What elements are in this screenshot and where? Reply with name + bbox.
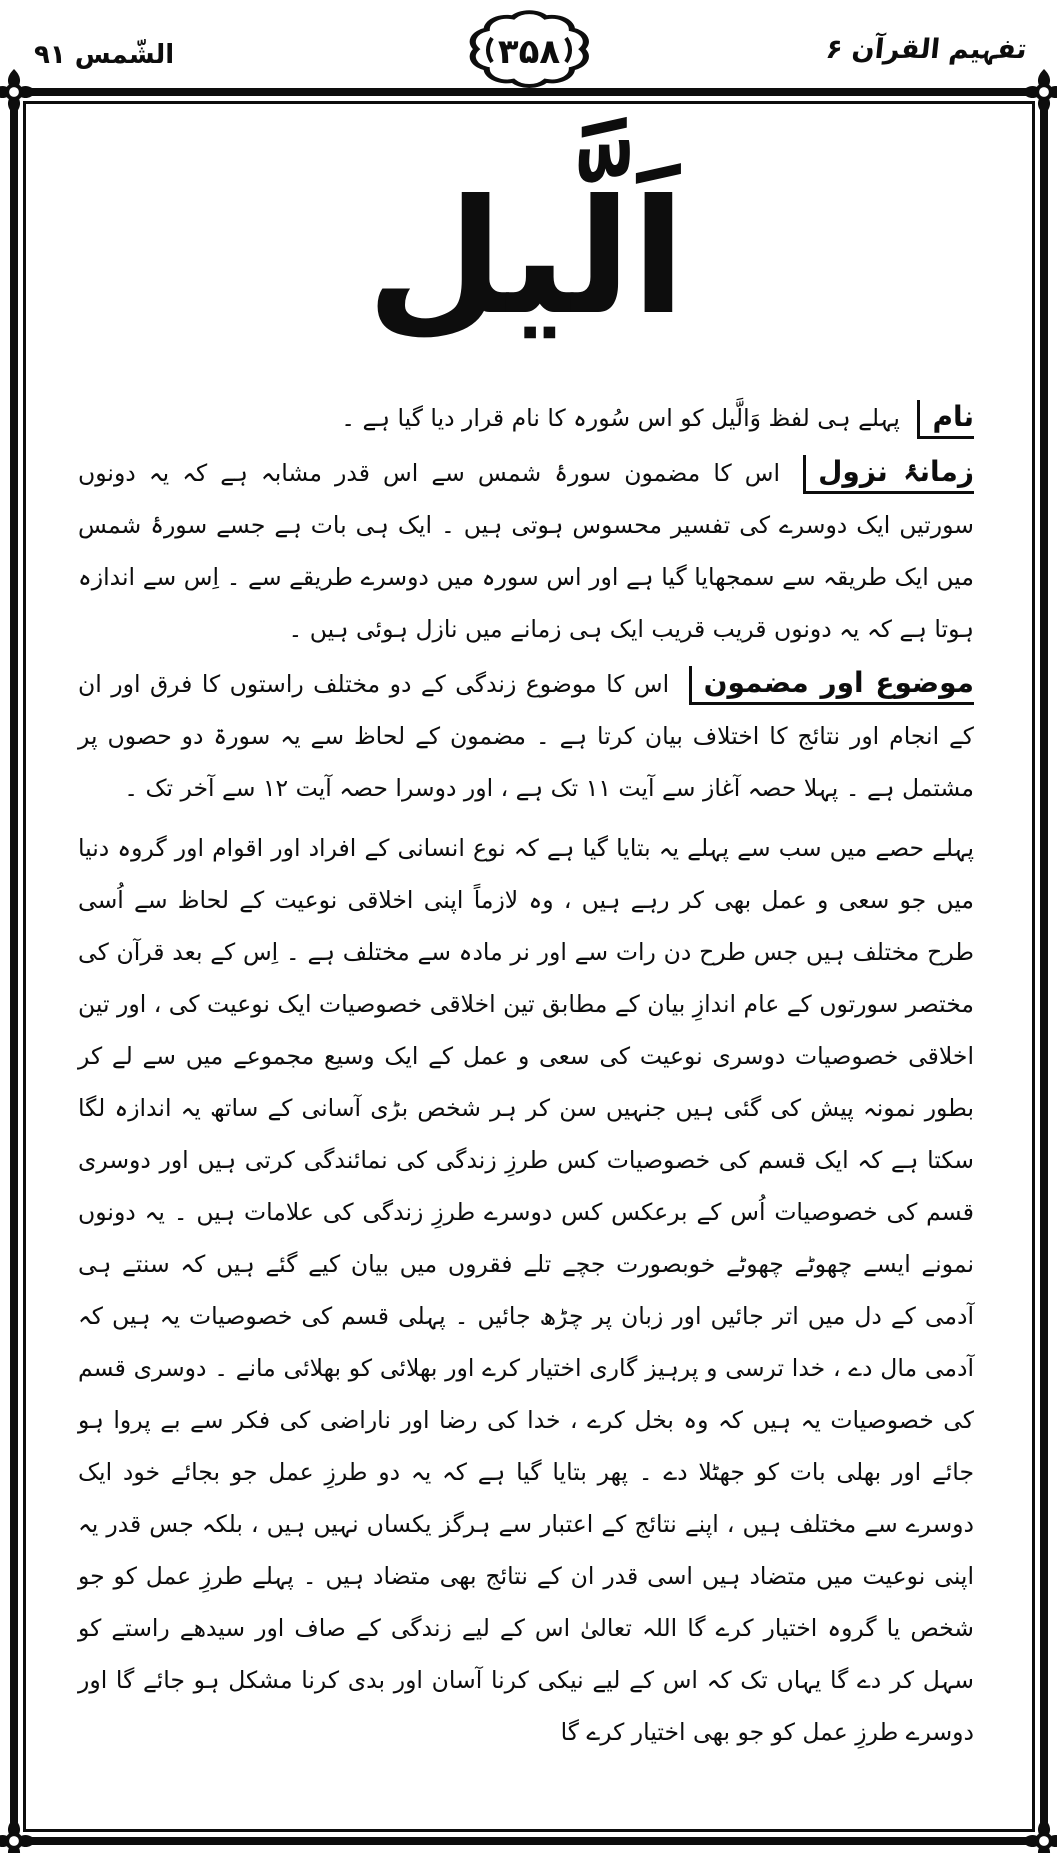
intro-text [78, 391, 974, 1758]
section-label-naam: نام [917, 400, 974, 439]
section-text-mauzu-mazmoon: اس کا موضوع زندگی کے دو مختلف راستوں کا فرق اور ان کے انجام اور نتائج کا اختلاف بیان کرتا ہے ۔ مضمون کے لحاظ سے یہ سورۃ دو حصوں پر مشتمل ہے ۔ پہلا حصہ آغاز سے آیت ۱۱ تک ہے ، اور دوسرا حصہ آیت ۱۲ سے آخر تک ۔ [78, 670, 974, 803]
section-text-naam: پہلے ہی لفظ وَالَّیل کو اس سُورہ کا نام قرار دیا گیا ہے ۔ [341, 404, 900, 433]
running-header [0, 0, 1057, 88]
floral-corner-ornament-icon [0, 1818, 37, 1853]
ornamental-border [10, 88, 1048, 1845]
floral-corner-ornament-icon [1021, 69, 1057, 115]
floral-corner-ornament-icon [0, 69, 37, 115]
section-label-mauzu-mazmoon: موضوع اور مضمون [689, 666, 974, 705]
page-number: ۳۵۸ [497, 32, 561, 72]
section-text-zamana-nuzool: اس کا مضمون سورۂ شمس سے اس قدر مشابہ ہے کہ یہ دونوں سورتیں ایک دوسرے کی تفسیر محسوس ہوتی ہیں ۔ ایک ہی بات ہے جسے سورۂ شمس میں ایک طریقہ سے سمجھایا گیا ہے اور اس سورہ میں دوسرے طریقے سے ۔ اِس سے اندازہ ہوتا ہے کہ یہ دونوں قریب قریب ایک ہی زمانے میں نازل ہوئی ہیں ۔ [78, 459, 974, 644]
running-header-surah-ref: الشّمس ۹۱ [34, 40, 175, 70]
page-number-medallion [448, 2, 610, 102]
running-header-book-title: تفہیم القرآن ۶ [824, 34, 1029, 65]
section-mauzu-mazmoon [78, 657, 974, 814]
floral-corner-ornament-icon [1021, 1818, 1057, 1853]
page-content [26, 104, 1032, 1829]
section-label-zamana-nuzool: زمانۂ نزول [803, 455, 974, 494]
section-naam [78, 391, 974, 444]
surah-title: اَلَّیل [366, 166, 686, 350]
main-paragraph: پہلے حصے میں سب سے پہلے یہ بتایا گیا ہے کہ نوع انسانی کے افراد اور اقوام اور گروہ دنیا میں جو سعی و عمل بھی کر رہے ہیں ، وہ لازماً اپنی اخلاقی نوعیت کے لحاظ سے اُسی طرح مختلف ہیں جس طرح دن رات سے اور نر مادہ سے مختلف ہے ۔ اِس کے بعد قرآن کی مختصر سورتوں کے عام اندازِ بیان کے مطابق تین اخلاقی خصوصیات ایک نوعیت کی ، اور تین اخلاقی خصوصیات دوسری نوعیت کی سعی و عمل کے ایک وسیع مجموعے میں سے لے کر بطور نمونہ پیش کی گئی ہیں جنہیں سن کر ہر شخص بڑی آسانی کے ساتھ یہ اندازہ لگا سکتا ہے کہ ایک قسم کی خصوصیات کس طرزِ زندگی کی نمائندگی کرتی ہیں اور دوسری قسم کی خصوصیات اُس کے برعکس کس دوسرے طرزِ زندگی کی علامات ہیں ۔ یہ دونوں نمونے ایسے چھوٹے چھوٹے خوبصورت جچے تلے فقروں میں بیان کیے گئے ہیں کہ سنتے ہی آدمی کے دل میں اتر جائیں اور زبان پر چڑھ جائیں ۔ پہلی قسم کی خصوصیات یہ ہیں کہ آدمی مال دے ، خدا ترسی و پرہیز گاری اختیار کرے اور بھلائی کو بھلائی مانے ۔ دوسری قسم کی خصوصیات یہ ہیں کہ وہ بخل کرے ، خدا کی رضا اور ناراضی کی فکر سے بے پروا ہو جائے اور بھلی بات کو جھٹلا دے ۔ پھر بتایا گیا ہے کہ یہ دو طرزِ عمل جو بجائے خود ایک دوسرے سے مختلف ہیں ، اپنے نتائج کے اعتبار سے ہرگز یکساں نہیں ہیں ، بلکہ جس قدر یہ اپنی نوعیت میں متضاد ہیں اسی قدر ان کے نتائج بھی متضاد ہیں ۔ پہلے طرزِ عمل کو جو شخص یا گروہ اختیار کرے گا اللہ تعالیٰ اس کے لیے زندگی کے صاف اور سیدھے راستے کو سہل کر دے گا یہاں تک کہ اس کے لیے نیکی کرنا آسان اور بدی کرنا مشکل ہو جائے گا اور دوسرے طرزِ عمل کو جو بھی اختیار کرے گا [78, 834, 974, 1747]
section-zamana-nuzool [78, 446, 974, 655]
